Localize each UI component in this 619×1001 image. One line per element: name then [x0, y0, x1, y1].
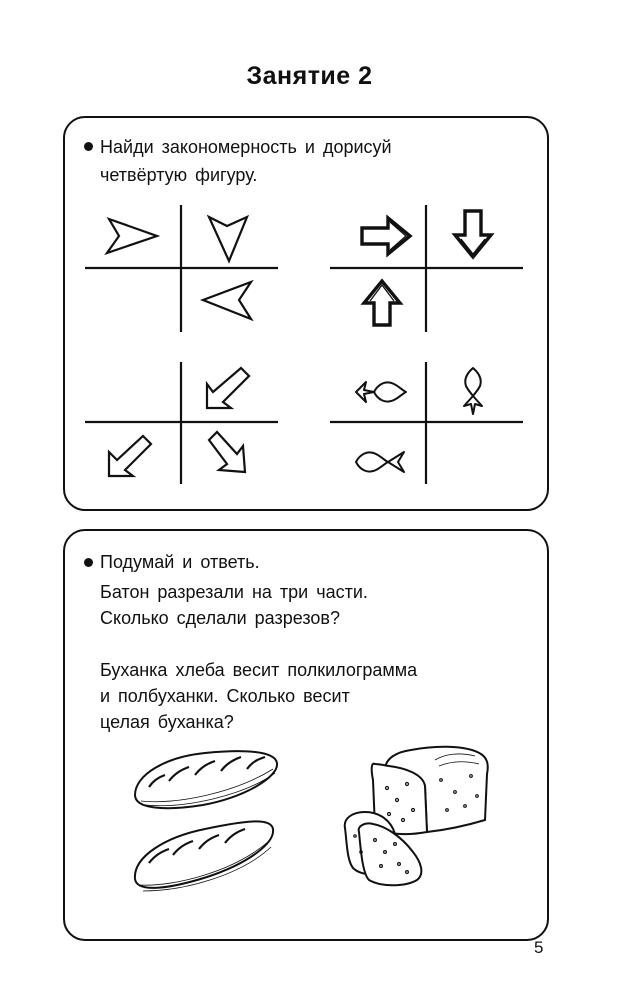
- arrowhead-right-shape: [107, 219, 157, 253]
- block-arrow-down-shape: [455, 211, 491, 257]
- diagonal-arrow-down-left-top-shape: [207, 368, 249, 408]
- leaf-arrow-right-shape: [356, 452, 404, 472]
- arrowhead-left-shape: [203, 282, 251, 319]
- puzzle-grid-arrowheads: [85, 205, 285, 335]
- task2-heading: Подумай и ответь.: [100, 552, 260, 572]
- task2-q2-line3: целая буханка?: [100, 712, 234, 732]
- leaf-arrow-left-shape: [356, 382, 406, 402]
- baguettes-illustration: [125, 745, 295, 905]
- task1-line2: четвёртую фигуру.: [100, 165, 258, 185]
- task2-q1-line2: Сколько сделали разрезов?: [100, 608, 340, 628]
- arrowhead-down-shape: [209, 217, 247, 261]
- diagonal-arrow-down-right-shape: [209, 432, 245, 472]
- leaf-arrow-down-shape: [464, 368, 482, 414]
- task2-q2-line1: Буханка хлеба весит полкилограмма: [100, 660, 418, 680]
- block-arrow-up-shape: [364, 281, 400, 325]
- block-arrow-right-shape: [362, 218, 410, 254]
- task1-bullet: [84, 142, 93, 151]
- puzzle-grid-block-arrows: [330, 205, 530, 335]
- puzzle-grid-diagonal-arrows: [85, 362, 285, 492]
- task2-q1-line1: Батон разрезали на три части.: [100, 582, 368, 602]
- task1-line1: Найди закономерность и дорисуй: [100, 137, 392, 157]
- bread-loaf-illustration: [325, 740, 495, 900]
- task2-bullet: [84, 558, 93, 567]
- diagonal-arrow-down-left-bottom-shape: [109, 436, 151, 476]
- page-number: 5: [534, 938, 544, 957]
- puzzle-grid-leaf-arrows: [330, 362, 530, 492]
- task2-q2-line2: и полбуханки. Сколько весит: [100, 686, 350, 706]
- page-title: Занятие 2: [246, 62, 373, 90]
